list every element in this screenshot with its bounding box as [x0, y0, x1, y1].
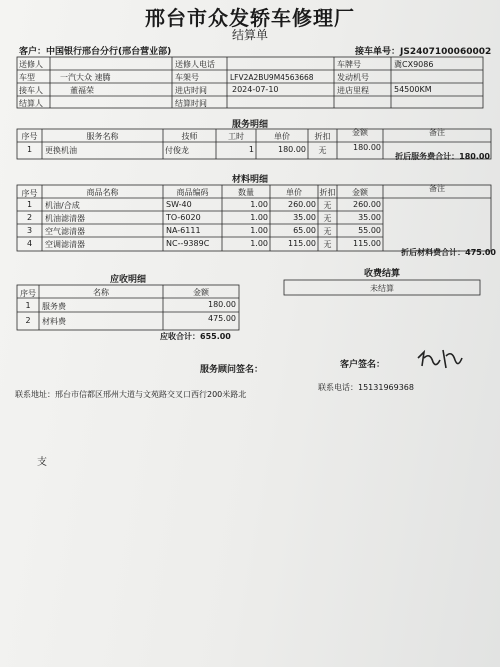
receivable-total-label: 应收合计： — [160, 332, 200, 341]
material-price: 35.00 — [293, 213, 316, 222]
phone-label: 联系电话： — [318, 383, 358, 392]
services-total-line — [330, 151, 490, 162]
material-no: 4 — [26, 239, 33, 248]
material-price: 115.00 — [288, 239, 316, 248]
service-discount: 无 — [318, 146, 327, 155]
customer-signature — [416, 348, 466, 370]
vin-label: 车架号 — [175, 73, 199, 82]
material-amount: 260.00 — [353, 200, 381, 209]
material-no: 1 — [26, 200, 33, 209]
receiver-value: 董福荣 — [70, 86, 94, 95]
material-amount: 115.00 — [353, 239, 381, 248]
services-header-price: 单价 — [274, 132, 290, 141]
services-total-label: 折后服务费合计： — [395, 152, 460, 161]
material-price: 65.00 — [293, 226, 316, 235]
materials-header-amount: 金额 — [352, 188, 368, 197]
material-code: NA-6111 — [166, 226, 201, 235]
service-hours: 1 — [248, 145, 254, 154]
material-qty: 1.00 — [250, 226, 268, 235]
services-total: 180.00 — [459, 152, 490, 161]
service-no: 1 — [26, 145, 33, 154]
order-number: JS2407100060002 — [400, 47, 492, 57]
material-amount: 55.00 — [358, 226, 381, 235]
model-label: 车型 — [19, 73, 35, 82]
service-amount: 180.00 — [353, 143, 381, 152]
mileage-label: 进店里程 — [337, 86, 369, 95]
material-name: 机油滤清器 — [45, 214, 85, 223]
materials-header-name: 商品名称 — [86, 188, 119, 197]
receiver-label: 接车人 — [19, 86, 43, 95]
material-price: 260.00 — [288, 200, 316, 209]
materials-header-note: 备注 — [429, 184, 445, 193]
services-header-hours: 工时 — [228, 132, 244, 141]
material-code: SW-40 — [166, 200, 192, 209]
advisor-signature-label: 服务顾问签名： — [200, 365, 264, 375]
receivable-total: 655.00 — [200, 332, 231, 341]
receivable-name: 材料费 — [42, 317, 66, 326]
material-code: NC--9389C — [166, 239, 210, 248]
payment-section-title: 收费结算 — [363, 269, 400, 279]
materials-header-price: 单价 — [286, 188, 302, 197]
order-number-label: 接车单号： — [355, 47, 401, 57]
receivable-no: 2 — [25, 316, 31, 325]
receivable-section-title: 应收明细 — [109, 275, 146, 285]
material-name: 空气滤清器 — [45, 227, 85, 236]
settler-label: 结算人 — [19, 99, 43, 108]
material-name: 空调滤清器 — [45, 240, 85, 249]
services-header-tech: 技师 — [181, 132, 198, 141]
receivable-amount: 180.00 — [208, 300, 236, 309]
material-discount: 无 — [323, 214, 332, 223]
services-header-amount: 金额 — [352, 128, 368, 137]
receivable-header-no: 序号 — [20, 289, 36, 298]
sender-label: 送修人 — [19, 60, 43, 69]
order-number-line — [355, 44, 491, 57]
engine-label: 发动机号 — [337, 73, 369, 82]
phone-line — [318, 382, 414, 393]
material-amount: 35.00 — [358, 213, 381, 222]
services-header-discount: 折扣 — [314, 132, 331, 141]
material-qty: 1.00 — [250, 239, 268, 248]
material-no: 3 — [26, 226, 33, 235]
sender-phone-label: 送修人电话 — [175, 60, 215, 69]
receivable-total-line — [160, 331, 231, 342]
payment-status: 未结算 — [370, 284, 394, 293]
material-no: 2 — [26, 213, 33, 222]
material-discount: 无 — [323, 227, 332, 236]
mileage-value: 54500KM — [394, 85, 432, 94]
settle-time-label: 结算时间 — [175, 99, 207, 108]
receivable-header-name: 名称 — [93, 288, 109, 297]
service-price: 180.00 — [278, 145, 306, 154]
materials-header-code: 商品编码 — [176, 188, 209, 197]
address: 邢台市信都区邢州大道与文苑路交叉口西行200米路北 — [55, 390, 247, 399]
materials-section-title: 材料明细 — [231, 175, 268, 185]
services-header-no: 序号 — [21, 132, 38, 141]
model-value: 一汽大众 速腾 — [60, 73, 111, 82]
service-tech: 付俊龙 — [165, 146, 189, 155]
address-label: 联系地址： — [15, 390, 55, 399]
in-time-value: 2024-07-10 — [232, 85, 279, 94]
services-header-note: 备注 — [429, 128, 445, 137]
page-title: 邢台市众发轿车修理厂 — [145, 6, 355, 30]
customer-signature-label: 客户签名： — [340, 360, 386, 370]
in-time-label: 进店时间 — [175, 86, 207, 95]
material-qty: 1.00 — [250, 200, 268, 209]
receivable-no: 1 — [25, 301, 31, 310]
service-name: 更换机油 — [45, 146, 77, 155]
vin-value: LFV2A2BU9M4563668 — [230, 73, 314, 82]
material-name: 机油/合成 — [45, 201, 80, 210]
customer-line — [19, 44, 171, 57]
materials-total: 475.00 — [465, 248, 496, 257]
plate-label: 车牌号 — [337, 60, 361, 69]
material-code: TO-6020 — [166, 213, 201, 222]
materials-total-label: 折后材料费合计： — [401, 248, 466, 257]
material-discount: 无 — [323, 240, 332, 249]
services-header-name: 服务名称 — [86, 132, 119, 141]
materials-header-discount: 折扣 — [319, 188, 336, 197]
services-section-title: 服务明细 — [231, 120, 268, 130]
page-subtitle: 结算单 — [231, 28, 268, 42]
address-line — [15, 389, 246, 400]
customer-label: 客户： — [19, 47, 47, 57]
handwritten-note: 支 — [37, 457, 47, 468]
customer-name: 中国银行邢台分行(邢台营业部) — [46, 47, 172, 57]
material-discount: 无 — [323, 201, 332, 210]
plate-value: 冀CX9086 — [394, 60, 434, 69]
material-qty: 1.00 — [250, 213, 268, 222]
materials-header-no: 序号 — [21, 189, 38, 198]
phone: 15131969368 — [358, 383, 414, 392]
receivable-name: 服务费 — [42, 302, 66, 311]
receivable-header-amount: 金额 — [193, 288, 209, 297]
receivable-amount: 475.00 — [208, 314, 236, 323]
materials-total-line — [320, 247, 496, 258]
materials-header-qty: 数量 — [238, 188, 254, 197]
